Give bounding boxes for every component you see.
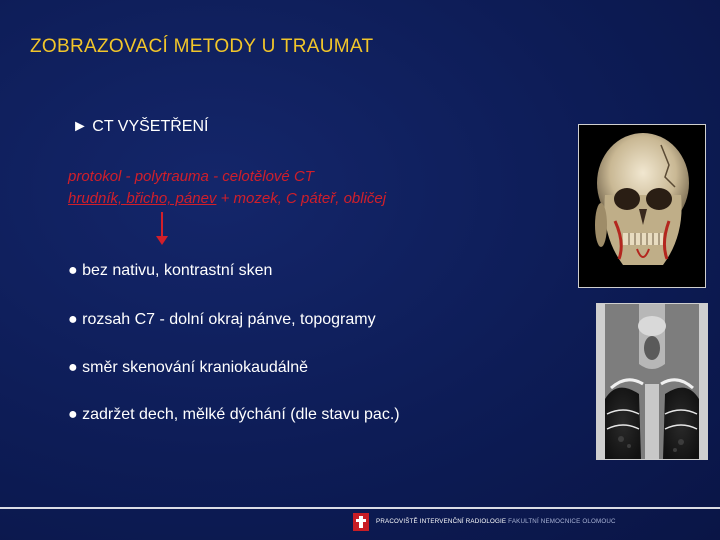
protocol-line-2-rest: + mozek, C páteř, obličej [216,190,387,207]
footer-divider [0,507,720,509]
protocol-line-2-underlined: hrudník, břicho, pánev [68,190,217,207]
footer-institution [376,518,616,525]
skull-illustration [579,125,705,287]
section-heading: ► CT VYŠETŘENÍ [72,118,209,135]
bullet-item: ● rozsah C7 - dolní okraj pánve, topogramy [68,311,376,328]
slide-title: ZOBRAZOVACÍ METODY U TRAUMAT [30,36,374,57]
hospital-logo-icon [353,513,369,531]
bullet-item: ● bez nativu, kontrastní sken [68,262,273,279]
footer-department: PRACOVIŠTĚ INTERVENČNÍ RADIOLOGIE [376,518,507,525]
ct-chest-illustration [597,304,707,459]
ct-skull-3d-image [578,124,706,288]
footer-hospital: FAKULTNÍ NEMOCNICE OLOMOUC [506,518,616,525]
bullet-item: ● zadržet dech, mělké dýchání (dle stavu pac.) [68,406,400,423]
bullet-item: ● směr skenování kraniokaudálně [68,359,309,376]
protocol-line-2 [68,188,386,210]
ct-chest-coronal-image [596,303,708,460]
protocol-line-1: protokol - polytrauma - celotělové CT [68,168,314,185]
down-arrow-icon [152,212,172,246]
protocol-text [68,166,386,210]
